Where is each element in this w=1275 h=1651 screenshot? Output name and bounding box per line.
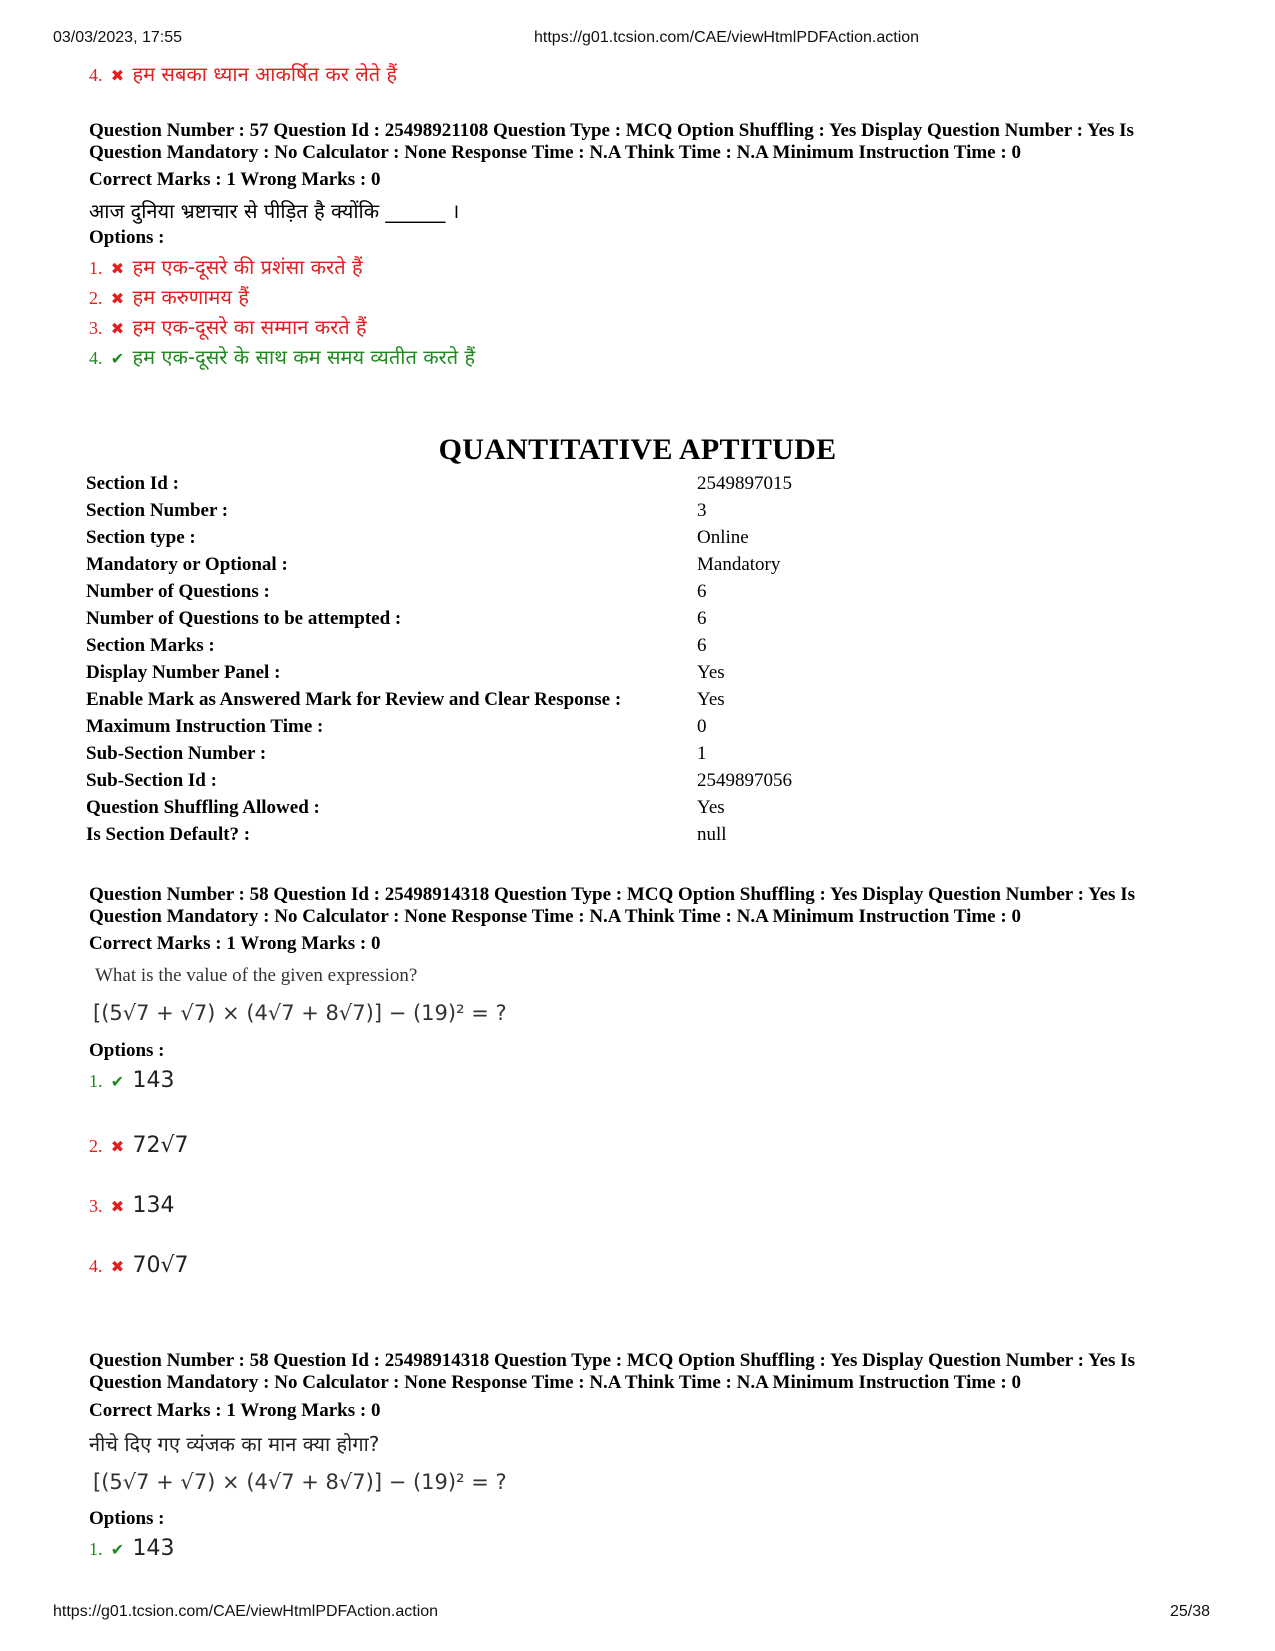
q57-option-1 bbox=[89, 253, 363, 280]
section-title: QUANTITATIVE APTITUDE bbox=[438, 433, 837, 466]
option-number: 3. bbox=[89, 1196, 103, 1216]
wrong-icon: ✖ bbox=[110, 66, 125, 85]
section-row-value: 6 bbox=[697, 581, 707, 602]
section-row-value: 0 bbox=[697, 716, 707, 737]
option-text: हम एक-दूसरे का सम्मान करते हैं bbox=[132, 315, 367, 339]
print-url-header: https://g01.tcsion.com/CAE/viewHtmlPDFAction.action bbox=[534, 29, 920, 46]
q58-en-meta-line2: Question Mandatory : No Calculator : None Response Time : N.A Think Time : N.A Minimum Instruction Time : 0 bbox=[89, 906, 1021, 927]
option-number: 2. bbox=[89, 288, 103, 308]
q58-hi-meta bbox=[89, 1350, 1209, 1394]
q57-option-2 bbox=[89, 283, 249, 310]
section-row-value: null bbox=[697, 824, 727, 845]
q57-options-label: Options : bbox=[89, 227, 165, 248]
correct-icon: ✔ bbox=[110, 1072, 125, 1091]
section-row-label: Section type : bbox=[86, 527, 196, 548]
print-url-footer: https://g01.tcsion.com/CAE/viewHtmlPDFAction.action bbox=[53, 1603, 439, 1620]
section-row-label: Sub-Section Number : bbox=[86, 743, 267, 764]
correct-icon: ✔ bbox=[110, 1540, 125, 1559]
wrong-icon: ✖ bbox=[110, 259, 125, 278]
wrong-icon: ✖ bbox=[110, 319, 125, 338]
wrong-icon: ✖ bbox=[110, 1137, 125, 1156]
option-number: 4. bbox=[89, 65, 103, 85]
section-row-value: 6 bbox=[697, 635, 707, 656]
option-number: 3. bbox=[89, 318, 103, 338]
q57-meta-line1: Question Number : 57 Question Id : 25498921108 Question Type : MCQ Option Shuffling : Yes Display Question Number : Yes Is bbox=[89, 120, 1134, 141]
option-number: 1. bbox=[89, 1539, 103, 1559]
section-row-label: Question Shuffling Allowed : bbox=[86, 797, 320, 818]
q58-en-option-2 bbox=[89, 1133, 189, 1158]
q57-meta-line2: Question Mandatory : No Calculator : None Response Time : N.A Think Time : N.A Minimum Instruction Time : 0 bbox=[89, 142, 1021, 163]
section-row-label: Enable Mark as Answered Mark for Review and Clear Response : bbox=[86, 689, 622, 710]
option-text: हम सबका ध्यान आकर्षित कर लेते हैं bbox=[132, 62, 398, 86]
section-row-label: Is Section Default? : bbox=[86, 824, 251, 845]
correct-icon: ✔ bbox=[110, 349, 125, 368]
section-row-label: Mandatory or Optional : bbox=[86, 554, 288, 575]
option-text: हम करुणामय हैं bbox=[132, 285, 249, 309]
section-row-value: 2549897056 bbox=[697, 770, 792, 791]
print-datetime: 03/03/2023, 17:55 bbox=[53, 29, 183, 46]
wrong-icon: ✖ bbox=[110, 1197, 125, 1216]
section-row-value: Online bbox=[697, 527, 749, 548]
section-row-value: Yes bbox=[697, 689, 725, 710]
q57-option-4 bbox=[89, 343, 475, 370]
q58-en-options-label: Options : bbox=[89, 1040, 165, 1061]
option-number: 4. bbox=[89, 348, 103, 368]
q58-en-option-3 bbox=[89, 1193, 175, 1218]
section-row-label: Display Number Panel : bbox=[86, 662, 281, 683]
section-row-label: Section Number : bbox=[86, 500, 229, 521]
section-row-label: Section Marks : bbox=[86, 635, 215, 656]
q58-hi-question: नीचे दिए गए व्यंजक का मान क्या होगा? bbox=[89, 1432, 380, 1456]
page-number: 25/38 bbox=[1170, 1603, 1211, 1620]
q58-en-question: What is the value of the given expression? bbox=[95, 965, 418, 986]
q58-en-marks: Correct Marks : 1 Wrong Marks : 0 bbox=[89, 933, 381, 954]
section-row-label: Number of Questions to be attempted : bbox=[86, 608, 402, 629]
q58-en-meta-line1: Question Number : 58 Question Id : 25498914318 Question Type : MCQ Option Shuffling : Yes Display Question Number : Yes Is bbox=[89, 884, 1135, 905]
q57-question: आज दुनिया भ्रष्टाचार से पीड़ित है क्योंकि ______ । bbox=[89, 199, 460, 223]
option-text: हम एक-दूसरे के साथ कम समय व्यतीत करते हैं bbox=[132, 345, 476, 369]
wrong-icon: ✖ bbox=[110, 1257, 125, 1276]
section-row-value: 1 bbox=[697, 743, 707, 764]
q57-meta bbox=[89, 120, 1209, 164]
section-row-label: Sub-Section Id : bbox=[86, 770, 217, 791]
q57-marks: Correct Marks : 1 Wrong Marks : 0 bbox=[89, 169, 381, 190]
option-text: 70√7 bbox=[132, 1253, 189, 1278]
q58-hi-expression: [(5√7 + √7) × (4√7 + 8√7)] − (19)² = ? bbox=[93, 1470, 507, 1494]
option-number: 1. bbox=[89, 258, 103, 278]
option-text: 134 bbox=[132, 1193, 175, 1218]
q57-option-3 bbox=[89, 313, 367, 340]
section-row-value: 6 bbox=[697, 608, 707, 629]
q58-en-option-4 bbox=[89, 1253, 189, 1278]
section-row-label: Maximum Instruction Time : bbox=[86, 716, 324, 737]
section-row-label: Number of Questions : bbox=[86, 581, 270, 602]
section-row-value: 2549897015 bbox=[697, 473, 792, 494]
q58-hi-meta-line1: Question Number : 58 Question Id : 25498914318 Question Type : MCQ Option Shuffling : Yes Display Question Number : Yes Is bbox=[89, 1350, 1135, 1371]
q58-hi-option-1 bbox=[89, 1536, 175, 1561]
q58-hi-meta-line2: Question Mandatory : No Calculator : None Response Time : N.A Think Time : N.A Minimum Instruction Time : 0 bbox=[89, 1372, 1021, 1393]
section-row-value: 3 bbox=[697, 500, 707, 521]
q58-hi-marks: Correct Marks : 1 Wrong Marks : 0 bbox=[89, 1400, 381, 1421]
option-text: 143 bbox=[132, 1068, 175, 1093]
option-text: 143 bbox=[132, 1536, 175, 1561]
section-row-label: Section Id : bbox=[86, 473, 179, 494]
q58-en-expression: [(5√7 + √7) × (4√7 + 8√7)] − (19)² = ? bbox=[93, 1001, 507, 1025]
section-row-value: Mandatory bbox=[697, 554, 781, 575]
q58-en-meta bbox=[89, 884, 1209, 928]
q58-hi-options-label: Options : bbox=[89, 1508, 165, 1529]
section-row-value: Yes bbox=[697, 662, 725, 683]
option-number: 1. bbox=[89, 1071, 103, 1091]
option-number: 2. bbox=[89, 1136, 103, 1156]
option-text: हम एक-दूसरे की प्रशंसा करते हैं bbox=[132, 255, 363, 279]
option-number: 4. bbox=[89, 1256, 103, 1276]
option-text: 72√7 bbox=[132, 1133, 189, 1158]
q58-en-option-1 bbox=[89, 1068, 175, 1093]
section-row-value: Yes bbox=[697, 797, 725, 818]
wrong-icon: ✖ bbox=[110, 289, 125, 308]
prev-option-4 bbox=[89, 60, 397, 87]
